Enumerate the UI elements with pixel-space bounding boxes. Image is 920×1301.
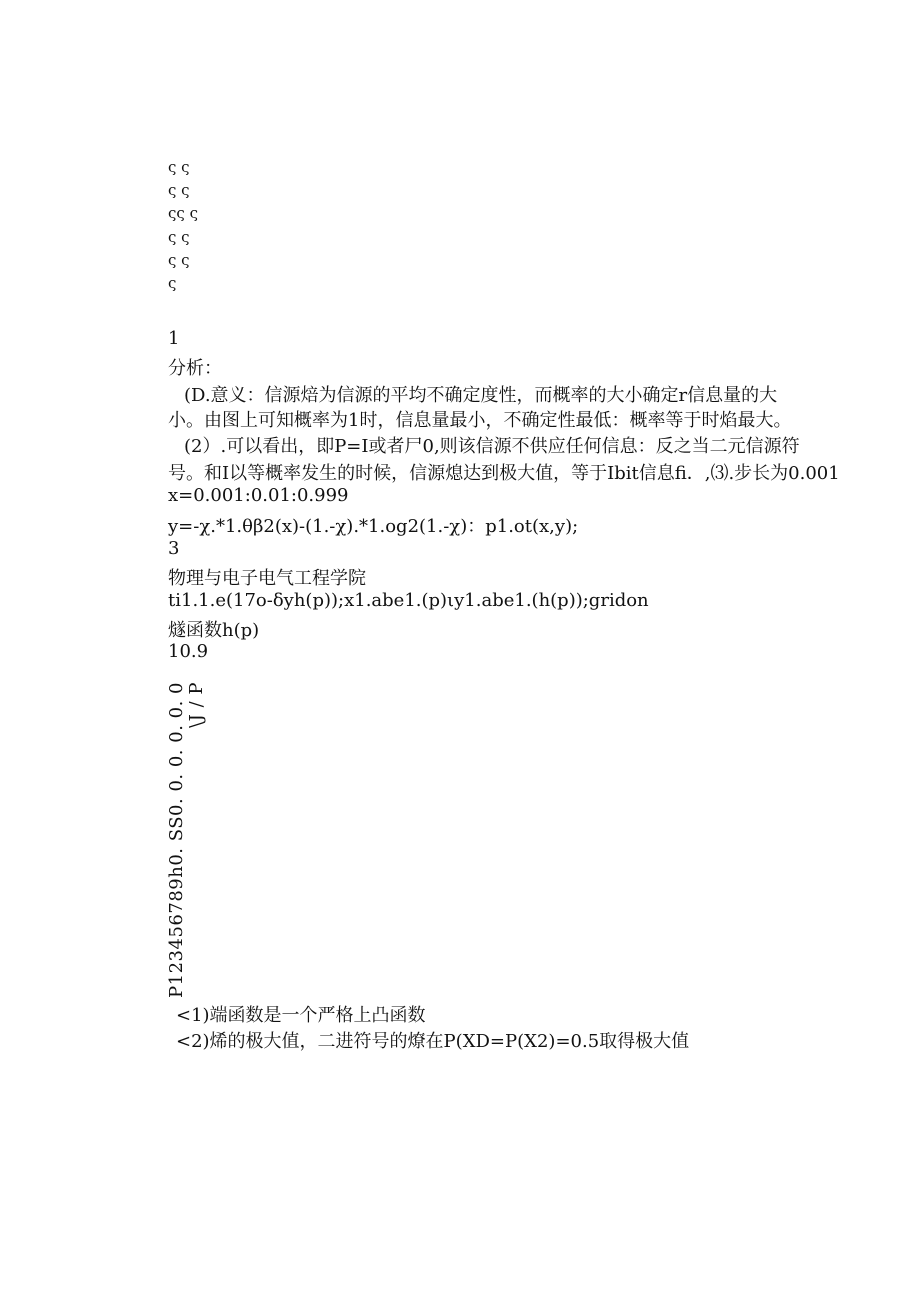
paragraph-line: 号。和I以等概率发生的时候，信源熄达到极大值，等于Ibit信息fi．,⑶.步长为0.001 [168, 463, 840, 484]
paragraph-line: (D.意义：信源焙为信源的平均不确定度性，而概率的大小确定r信息量的大 [184, 385, 778, 406]
axis-value: 10.9 [168, 641, 209, 662]
paragraph-line: (2）.可以看出，即P=I或者尸0,则该信源不供应任何信息：反之当二元信源符 [184, 436, 800, 457]
section-number: 3 [168, 538, 180, 559]
rotated-text: \J / P [186, 682, 207, 728]
margin-mark: ς ς [168, 227, 190, 246]
margin-marks [168, 156, 198, 295]
code-line: y=-χ.*1.θβ2(x)-(1.-χ).*1.og2(1.-χ)：p1.ot(x,y); [168, 516, 579, 537]
margin-mark: ς [168, 274, 177, 293]
margin-mark: ς ς [168, 181, 190, 200]
paragraph-line: 小。由图上可知概率为1时，信息量最小，不确定性最低：概率等于时焰最大。 [168, 410, 792, 431]
section-number: 1 [168, 328, 180, 349]
margin-mark: ς ς [168, 158, 190, 176]
code-line: x=0.001:0.01:0.999 [168, 485, 349, 506]
margin-mark: ς ς [168, 250, 190, 269]
conclusion-line: <2)烯的极大值，二进符号的燎在P(XD=P(X2)=0.5取得极大值 [176, 1031, 690, 1052]
code-line: ti1.1.e(17o-δyh(p));x1.abe1.(p)ιy1.abe1.(h(p));gridon [168, 590, 649, 611]
analysis-heading: 分析： [168, 358, 222, 379]
figure-title: 燧函数h(p) [168, 620, 260, 641]
conclusion-line: <1)端函数是一个严格上凸函数 [176, 1005, 426, 1026]
rotated-axis-text: P123456789h0. SS0. 0. 0. 0. 0. 0 [166, 682, 187, 998]
institution-line: 物理与电子电气工程学院 [168, 568, 366, 589]
margin-mark: ςς ς [168, 204, 198, 223]
